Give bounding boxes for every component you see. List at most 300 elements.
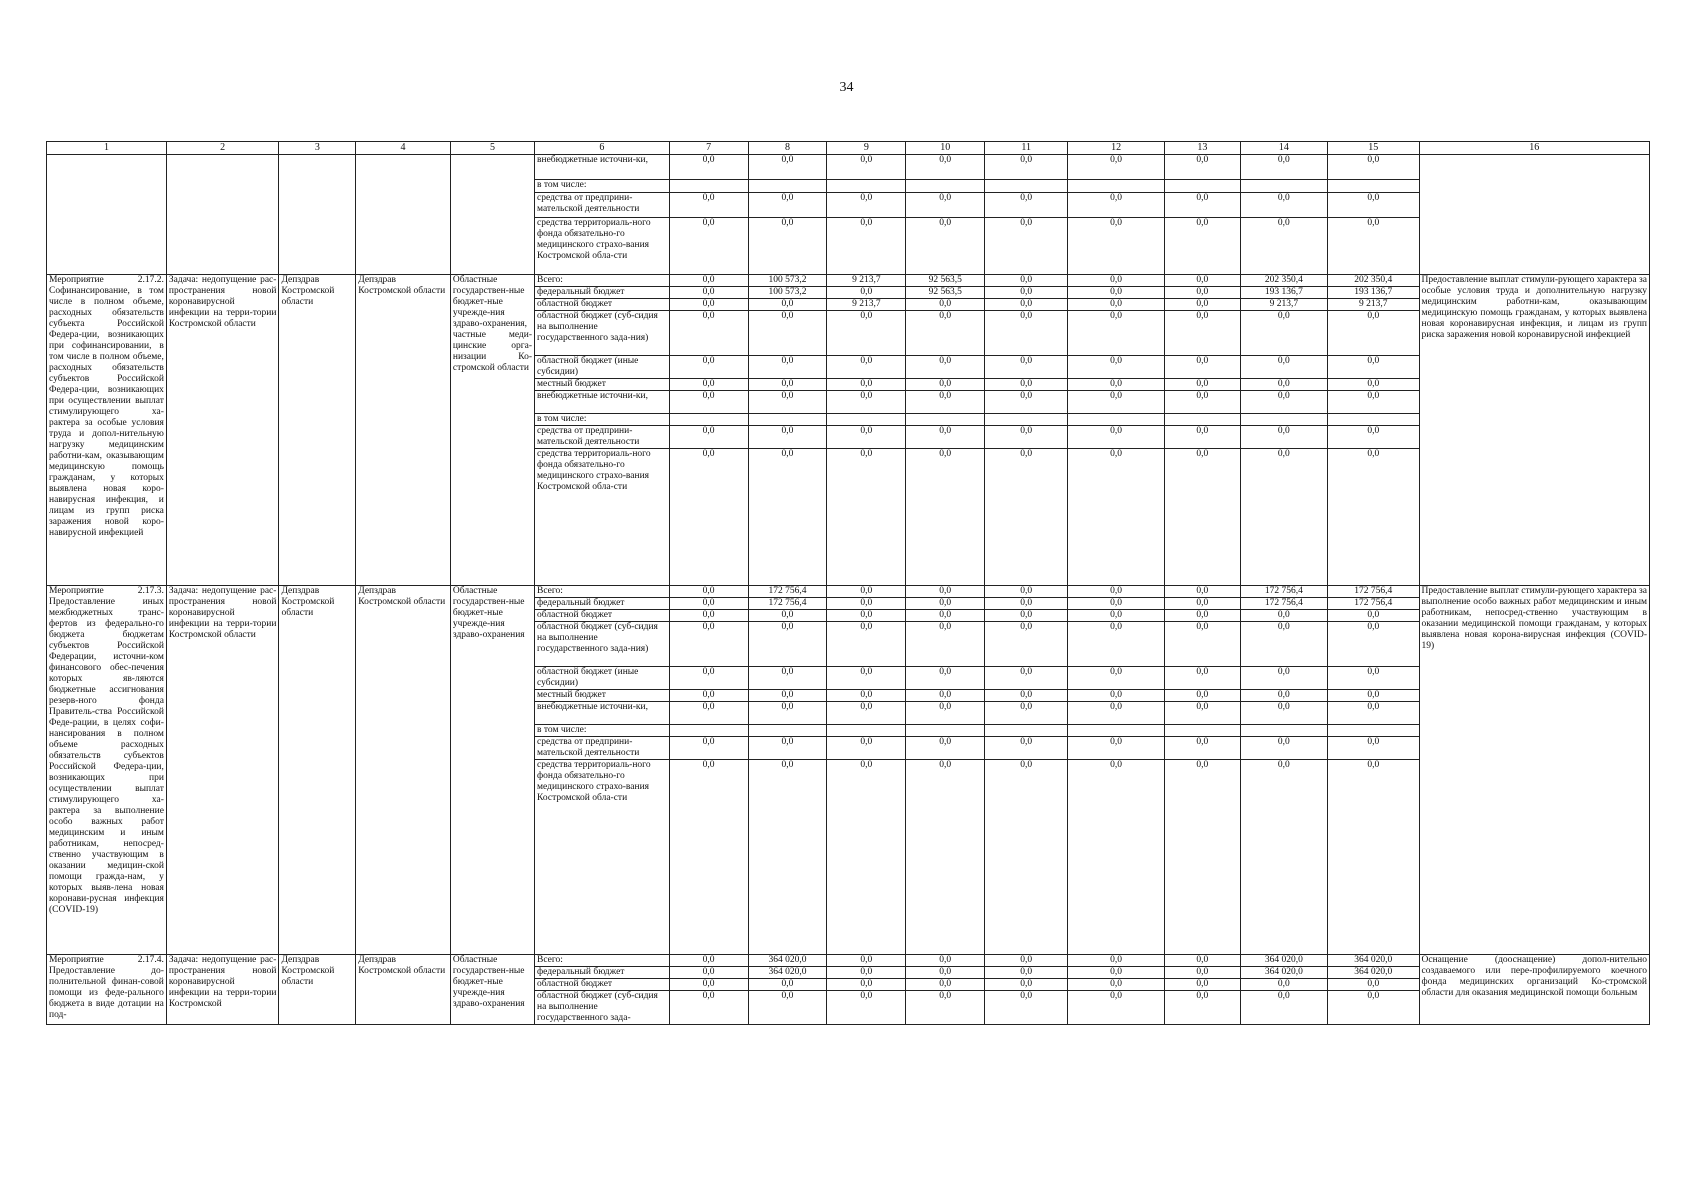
- value-cell: 0,0: [669, 955, 748, 967]
- column-header: 11: [985, 142, 1068, 155]
- value-cell: 0,0: [1240, 155, 1327, 180]
- value-cell: 0,0: [1240, 311, 1327, 356]
- column-header: 13: [1165, 142, 1241, 155]
- value-cell: 0,0: [827, 667, 906, 690]
- value-cell: 0,0: [1068, 391, 1165, 414]
- source-label: местный бюджет: [535, 690, 670, 702]
- budget-table: [46, 141, 1650, 1025]
- value-cell: 0,0: [669, 287, 748, 299]
- value-cell: 0,0: [669, 299, 748, 311]
- empty-cell: [1068, 414, 1165, 426]
- value-cell: 0,0: [748, 610, 827, 622]
- value-cell: 0,0: [985, 760, 1068, 955]
- value-cell: 0,0: [1328, 690, 1420, 702]
- empty-cell: [827, 180, 906, 193]
- value-cell: 364 020,0: [1240, 955, 1327, 967]
- value-cell: 0,0: [906, 379, 985, 391]
- value-cell: 0,0: [1068, 155, 1165, 180]
- value-cell: 0,0: [1068, 610, 1165, 622]
- value-cell: 0,0: [1240, 449, 1327, 586]
- value-cell: 0,0: [1165, 737, 1241, 760]
- value-cell: 0,0: [669, 967, 748, 979]
- value-cell: 0,0: [1165, 193, 1241, 218]
- value-cell: 193 136,7: [1328, 287, 1420, 299]
- empty-cell: [827, 725, 906, 737]
- value-cell: 0,0: [1240, 193, 1327, 218]
- value-cell: 202 350,4: [1328, 275, 1420, 287]
- value-cell: 0,0: [748, 155, 827, 180]
- source-label: областной бюджет: [535, 299, 670, 311]
- value-cell: 0,0: [906, 586, 985, 598]
- column-header: 9: [827, 142, 906, 155]
- value-cell: 0,0: [1068, 356, 1165, 379]
- value-cell: 0,0: [1165, 426, 1241, 449]
- value-cell: 0,0: [906, 356, 985, 379]
- value-cell: 0,0: [748, 426, 827, 449]
- value-cell: 0,0: [827, 356, 906, 379]
- value-cell: 0,0: [827, 379, 906, 391]
- empty-cell: [985, 725, 1068, 737]
- column-header: 3: [279, 142, 356, 155]
- responsible-cell: Депздрав Костромской области: [279, 955, 356, 1025]
- empty-cell: [1240, 180, 1327, 193]
- value-cell: 0,0: [1240, 690, 1327, 702]
- coexecutor-cell: Депздрав Костромской области: [356, 586, 451, 955]
- column-header: 12: [1068, 142, 1165, 155]
- value-cell: 0,0: [906, 449, 985, 586]
- empty-cell: [669, 414, 748, 426]
- value-cell: 0,0: [748, 391, 827, 414]
- value-cell: 0,0: [985, 299, 1068, 311]
- value-cell: 0,0: [1165, 218, 1241, 275]
- value-cell: 0,0: [1240, 610, 1327, 622]
- value-cell: 0,0: [985, 610, 1068, 622]
- value-cell: 0,0: [985, 287, 1068, 299]
- value-cell: 100 573,2: [748, 275, 827, 287]
- value-cell: 172 756,4: [1328, 598, 1420, 610]
- value-cell: 0,0: [1328, 737, 1420, 760]
- empty-cell: [906, 180, 985, 193]
- empty-cell: [1240, 725, 1327, 737]
- value-cell: 0,0: [827, 193, 906, 218]
- source-label: областной бюджет (суб-сидия на выполнение государственного зада-ния): [535, 622, 670, 667]
- value-cell: 0,0: [1165, 622, 1241, 667]
- source-label: внебюджетные источни-ки,: [535, 155, 670, 180]
- task-cell: Задача: недопущение рас-пространения новой коронавирусной инфекции на терри-тории Костромской области: [166, 586, 279, 955]
- value-cell: 0,0: [1165, 991, 1241, 1025]
- source-label: средства от предприни-мательской деятельности: [535, 737, 670, 760]
- value-cell: 0,0: [1068, 979, 1165, 991]
- value-cell: 92 563,5: [906, 275, 985, 287]
- source-label: Всего:: [535, 955, 670, 967]
- empty-cell: [748, 725, 827, 737]
- value-cell: 0,0: [985, 667, 1068, 690]
- value-cell: 172 756,4: [1240, 598, 1327, 610]
- value-cell: 0,0: [1068, 955, 1165, 967]
- empty-cell: [166, 155, 279, 275]
- value-cell: 0,0: [669, 690, 748, 702]
- value-cell: 92 563,5: [906, 287, 985, 299]
- value-cell: 0,0: [985, 991, 1068, 1025]
- value-cell: 0,0: [906, 218, 985, 275]
- value-cell: 0,0: [669, 610, 748, 622]
- value-cell: 0,0: [1165, 155, 1241, 180]
- source-label: в том числе:: [535, 414, 670, 426]
- value-cell: 0,0: [827, 690, 906, 702]
- value-cell: 0,0: [906, 622, 985, 667]
- value-cell: 0,0: [1328, 702, 1420, 725]
- column-header: 8: [748, 142, 827, 155]
- value-cell: 0,0: [1165, 299, 1241, 311]
- value-cell: 0,0: [827, 391, 906, 414]
- value-cell: 172 756,4: [1240, 586, 1327, 598]
- value-cell: 0,0: [1165, 955, 1241, 967]
- value-cell: 0,0: [906, 598, 985, 610]
- value-cell: 0,0: [827, 287, 906, 299]
- value-cell: 0,0: [1165, 690, 1241, 702]
- result-cell: [1419, 155, 1649, 275]
- value-cell: 172 756,4: [1328, 586, 1420, 598]
- empty-cell: [47, 155, 167, 275]
- empty-cell: [748, 414, 827, 426]
- value-cell: 0,0: [985, 737, 1068, 760]
- executors-cell: Областные государствен-ные бюджет-ные учрежде-ния здраво-охранения, частные меди-цинские орга-низации Ко-стромской области: [450, 275, 534, 586]
- value-cell: 0,0: [669, 449, 748, 586]
- value-cell: 0,0: [1068, 449, 1165, 586]
- value-cell: 0,0: [748, 690, 827, 702]
- result-cell: Предоставление выплат стимули-рующего характера за особые условия труда и дополнительную нагрузку медицинским работни-кам, оказывающим медицинскую помощь гражданам, у которых выявлена новая коронавирусная инфекция, и лицам из групп риска заражения новой коронавирусной инфекцией: [1419, 275, 1649, 586]
- value-cell: 0,0: [1068, 622, 1165, 667]
- value-cell: 0,0: [906, 610, 985, 622]
- value-cell: 0,0: [827, 622, 906, 667]
- value-cell: 9 213,7: [1240, 299, 1327, 311]
- task-cell: Задача: недопущение рас-пространения новой коронавирусной инфекции на терри-тории Костромской: [166, 955, 279, 1025]
- value-cell: 0,0: [1068, 275, 1165, 287]
- value-cell: 0,0: [827, 967, 906, 979]
- value-cell: 0,0: [827, 598, 906, 610]
- value-cell: 0,0: [985, 275, 1068, 287]
- source-label: средства территориаль-ного фонда обязательно-го медицинского страхо-вания Костромской обла-сти: [535, 449, 670, 586]
- value-cell: 193 136,7: [1240, 287, 1327, 299]
- column-header: 2: [166, 142, 279, 155]
- value-cell: 0,0: [1165, 967, 1241, 979]
- source-label: федеральный бюджет: [535, 967, 670, 979]
- value-cell: 0,0: [985, 218, 1068, 275]
- column-header: 4: [356, 142, 451, 155]
- value-cell: 0,0: [748, 311, 827, 356]
- value-cell: 0,0: [985, 391, 1068, 414]
- empty-cell: [669, 725, 748, 737]
- value-cell: 0,0: [669, 991, 748, 1025]
- value-cell: 0,0: [1328, 991, 1420, 1025]
- source-label: областной бюджет (иные субсидии): [535, 356, 670, 379]
- value-cell: 0,0: [827, 737, 906, 760]
- value-cell: 0,0: [1165, 979, 1241, 991]
- value-cell: 0,0: [1165, 702, 1241, 725]
- value-cell: 0,0: [906, 991, 985, 1025]
- value-cell: 0,0: [1328, 218, 1420, 275]
- value-cell: 0,0: [827, 426, 906, 449]
- value-cell: 364 020,0: [748, 955, 827, 967]
- value-cell: 0,0: [827, 449, 906, 586]
- value-cell: 0,0: [748, 379, 827, 391]
- value-cell: 0,0: [985, 690, 1068, 702]
- value-cell: 0,0: [1068, 311, 1165, 356]
- measure-name: Мероприятие 2.17.3. Предоставление иных межбюджетных транс-фертов из федерально-го бюджета бюджетам субъектов Российской Федерации, источни-ком финансового обес-печения которых яв-ляются бюджетные ассигнования резерв-ного фонда Правитель-ства Российской Феде-рации, в целях софи-нансирования в полном объеме расходных обязательств субъектов Российской Федера-ции, возникающих при осуществлении выплат стимулирующего ха-рактера за выполнение особо важных работ медицинским и иным работникам, непосред-ственно участвующим в оказании медицин-ской помощи гражда-нам, у которых выяв-лена новая коронави-русная инфекция (COVID-19): [47, 586, 167, 955]
- value-cell: 0,0: [1328, 193, 1420, 218]
- value-cell: 0,0: [748, 218, 827, 275]
- empty-cell: [1328, 414, 1420, 426]
- value-cell: 0,0: [669, 702, 748, 725]
- value-cell: 0,0: [985, 586, 1068, 598]
- empty-cell: [1068, 180, 1165, 193]
- source-label: Всего:: [535, 586, 670, 598]
- value-cell: 0,0: [748, 299, 827, 311]
- value-cell: 0,0: [827, 955, 906, 967]
- value-cell: 0,0: [1240, 667, 1327, 690]
- executors-cell: Областные государствен-ные бюджет-ные учрежде-ния здраво-охранения: [450, 586, 534, 955]
- coexecutor-cell: Депздрав Костромской области: [356, 955, 451, 1025]
- table-row: [47, 955, 1650, 967]
- value-cell: 0,0: [1328, 449, 1420, 586]
- value-cell: 0,0: [1068, 598, 1165, 610]
- value-cell: 0,0: [1165, 610, 1241, 622]
- value-cell: 0,0: [1240, 737, 1327, 760]
- value-cell: 0,0: [669, 979, 748, 991]
- value-cell: 0,0: [1240, 760, 1327, 955]
- source-label: федеральный бюджет: [535, 287, 670, 299]
- value-cell: 0,0: [669, 598, 748, 610]
- empty-cell: [1328, 725, 1420, 737]
- value-cell: 0,0: [906, 193, 985, 218]
- value-cell: 0,0: [1068, 967, 1165, 979]
- column-header: 7: [669, 142, 748, 155]
- empty-cell: [669, 180, 748, 193]
- value-cell: 0,0: [1240, 702, 1327, 725]
- value-cell: 0,0: [1165, 311, 1241, 356]
- value-cell: 0,0: [985, 379, 1068, 391]
- value-cell: 0,0: [985, 622, 1068, 667]
- empty-cell: [450, 155, 534, 275]
- value-cell: 0,0: [985, 955, 1068, 967]
- value-cell: 0,0: [669, 737, 748, 760]
- value-cell: 0,0: [827, 610, 906, 622]
- value-cell: 0,0: [906, 667, 985, 690]
- value-cell: 0,0: [748, 356, 827, 379]
- value-cell: 0,0: [1165, 287, 1241, 299]
- value-cell: 0,0: [1328, 622, 1420, 667]
- value-cell: 0,0: [827, 979, 906, 991]
- value-cell: 364 020,0: [748, 967, 827, 979]
- source-label: областной бюджет (суб-сидия на выполнение государственного зада-: [535, 991, 670, 1025]
- value-cell: 364 020,0: [1328, 967, 1420, 979]
- source-label: внебюджетные источни-ки,: [535, 391, 670, 414]
- value-cell: 0,0: [748, 991, 827, 1025]
- value-cell: 0,0: [669, 391, 748, 414]
- value-cell: 0,0: [1165, 667, 1241, 690]
- value-cell: 0,0: [906, 690, 985, 702]
- value-cell: 0,0: [669, 155, 748, 180]
- value-cell: 0,0: [1240, 979, 1327, 991]
- value-cell: 364 020,0: [1328, 955, 1420, 967]
- empty-cell: [748, 180, 827, 193]
- responsible-cell: Депздрав Костромской области: [279, 275, 356, 586]
- table-row: [47, 155, 1650, 180]
- value-cell: 0,0: [1068, 737, 1165, 760]
- value-cell: 0,0: [1068, 193, 1165, 218]
- value-cell: 0,0: [669, 356, 748, 379]
- value-cell: 0,0: [906, 760, 985, 955]
- value-cell: 0,0: [1068, 287, 1165, 299]
- value-cell: 0,0: [1068, 690, 1165, 702]
- value-cell: 0,0: [1165, 449, 1241, 586]
- value-cell: 0,0: [906, 955, 985, 967]
- value-cell: 0,0: [1165, 598, 1241, 610]
- value-cell: 0,0: [906, 702, 985, 725]
- value-cell: 0,0: [906, 311, 985, 356]
- value-cell: 0,0: [827, 155, 906, 180]
- value-cell: 0,0: [669, 218, 748, 275]
- value-cell: 100 573,2: [748, 287, 827, 299]
- table-row: [47, 275, 1650, 287]
- value-cell: 9 213,7: [827, 275, 906, 287]
- value-cell: 0,0: [1068, 702, 1165, 725]
- executors-cell: Областные государствен-ные бюджет-ные учрежде-ния здраво-охранения: [450, 955, 534, 1025]
- value-cell: 0,0: [669, 426, 748, 449]
- empty-cell: [279, 155, 356, 275]
- value-cell: 0,0: [1240, 622, 1327, 667]
- value-cell: 0,0: [669, 586, 748, 598]
- value-cell: 0,0: [985, 449, 1068, 586]
- value-cell: 0,0: [1240, 991, 1327, 1025]
- value-cell: 0,0: [1328, 356, 1420, 379]
- value-cell: 0,0: [1068, 218, 1165, 275]
- column-header: 1: [47, 142, 167, 155]
- source-label: Всего:: [535, 275, 670, 287]
- value-cell: 0,0: [906, 299, 985, 311]
- value-cell: 0,0: [985, 979, 1068, 991]
- value-cell: 0,0: [985, 967, 1068, 979]
- empty-cell: [356, 155, 451, 275]
- value-cell: 0,0: [906, 967, 985, 979]
- value-cell: 0,0: [1240, 379, 1327, 391]
- table-row: [47, 142, 1650, 155]
- value-cell: 0,0: [1328, 979, 1420, 991]
- value-cell: 0,0: [985, 702, 1068, 725]
- value-cell: 0,0: [906, 426, 985, 449]
- value-cell: 0,0: [1240, 218, 1327, 275]
- column-header: 16: [1419, 142, 1649, 155]
- empty-cell: [985, 180, 1068, 193]
- value-cell: 0,0: [1328, 379, 1420, 391]
- value-cell: 0,0: [985, 193, 1068, 218]
- column-header: 14: [1240, 142, 1327, 155]
- value-cell: 0,0: [669, 379, 748, 391]
- value-cell: 0,0: [906, 155, 985, 180]
- coexecutor-cell: Депздрав Костромской области: [356, 275, 451, 586]
- value-cell: 0,0: [1068, 667, 1165, 690]
- value-cell: 0,0: [669, 667, 748, 690]
- value-cell: 364 020,0: [1240, 967, 1327, 979]
- value-cell: 0,0: [669, 275, 748, 287]
- value-cell: 0,0: [669, 760, 748, 955]
- value-cell: 0,0: [669, 193, 748, 218]
- value-cell: 0,0: [1328, 760, 1420, 955]
- value-cell: 0,0: [669, 311, 748, 356]
- empty-cell: [906, 725, 985, 737]
- value-cell: 0,0: [985, 426, 1068, 449]
- column-header: 5: [450, 142, 534, 155]
- value-cell: 0,0: [1328, 391, 1420, 414]
- value-cell: 0,0: [1165, 760, 1241, 955]
- source-label: областной бюджет: [535, 610, 670, 622]
- value-cell: 0,0: [985, 356, 1068, 379]
- source-label: в том числе:: [535, 725, 670, 737]
- value-cell: 202 350,4: [1240, 275, 1327, 287]
- value-cell: 172 756,4: [748, 598, 827, 610]
- value-cell: 0,0: [1328, 311, 1420, 356]
- column-header: 10: [906, 142, 985, 155]
- value-cell: 0,0: [1328, 426, 1420, 449]
- value-cell: 0,0: [748, 737, 827, 760]
- empty-cell: [1240, 414, 1327, 426]
- value-cell: 0,0: [1165, 275, 1241, 287]
- result-cell: Оснащение (дооснащение) допол-нительно создаваемого или пере-профилируемого коечного фонда медицинских организаций Ко-стромской области для оказания медицинской помощи больным: [1419, 955, 1649, 1025]
- source-label: областной бюджет (иные субсидии): [535, 667, 670, 690]
- source-label: средства от предприни-мательской деятельности: [535, 193, 670, 218]
- source-label: областной бюджет: [535, 979, 670, 991]
- empty-cell: [906, 414, 985, 426]
- value-cell: 0,0: [827, 702, 906, 725]
- value-cell: 0,0: [1165, 379, 1241, 391]
- value-cell: 0,0: [1068, 426, 1165, 449]
- source-label: областной бюджет (суб-сидия на выполнение государственного зада-ния): [535, 311, 670, 356]
- column-header: 15: [1328, 142, 1420, 155]
- source-label: средства территориаль-ного фонда обязательно-го медицинского страхо-вания Костромской обла-сти: [535, 218, 670, 275]
- value-cell: 0,0: [1240, 391, 1327, 414]
- value-cell: 0,0: [1068, 991, 1165, 1025]
- value-cell: 0,0: [985, 598, 1068, 610]
- value-cell: 0,0: [1240, 426, 1327, 449]
- value-cell: 0,0: [1165, 391, 1241, 414]
- value-cell: 0,0: [1165, 586, 1241, 598]
- value-cell: 0,0: [1240, 356, 1327, 379]
- value-cell: 172 756,4: [748, 586, 827, 598]
- empty-cell: [1068, 725, 1165, 737]
- task-cell: Задача: недопущение рас-пространения новой коронавирусной инфекции на терри-тории Костромской области: [166, 275, 279, 586]
- source-label: средства от предприни-мательской деятельности: [535, 426, 670, 449]
- value-cell: 0,0: [748, 193, 827, 218]
- page-number: 34: [839, 80, 854, 95]
- source-label: в том числе:: [535, 180, 670, 193]
- value-cell: 0,0: [1068, 586, 1165, 598]
- value-cell: 0,0: [1328, 667, 1420, 690]
- value-cell: 0,0: [1165, 356, 1241, 379]
- value-cell: 0,0: [669, 622, 748, 667]
- empty-cell: [985, 414, 1068, 426]
- source-label: федеральный бюджет: [535, 598, 670, 610]
- empty-cell: [1328, 180, 1420, 193]
- empty-cell: [1165, 414, 1241, 426]
- value-cell: 0,0: [827, 760, 906, 955]
- measure-name: Мероприятие 2.17.2. Софинансирование, в том числе в полном объеме, расходных обязательств субъекта Российской Федера-ции, возникающих при софинансировании, в том числе в полном объеме, расходных обязательств субъектов Российской Федера-ции, возникающих при осуществлении выплат стимулирующего ха-рактера за особые условия труда и допол-нительную нагрузку медицинским работни-кам, оказывающим медицинскую помощь гражданам, у которых выявлена новая коро-навирусная инфекция, и лицам из групп риска заражения новой коро-навирусной инфекцией: [47, 275, 167, 586]
- value-cell: 0,0: [906, 979, 985, 991]
- empty-cell: [1165, 725, 1241, 737]
- value-cell: 0,0: [827, 586, 906, 598]
- value-cell: 0,0: [906, 391, 985, 414]
- source-label: внебюджетные источни-ки,: [535, 702, 670, 725]
- value-cell: 0,0: [748, 702, 827, 725]
